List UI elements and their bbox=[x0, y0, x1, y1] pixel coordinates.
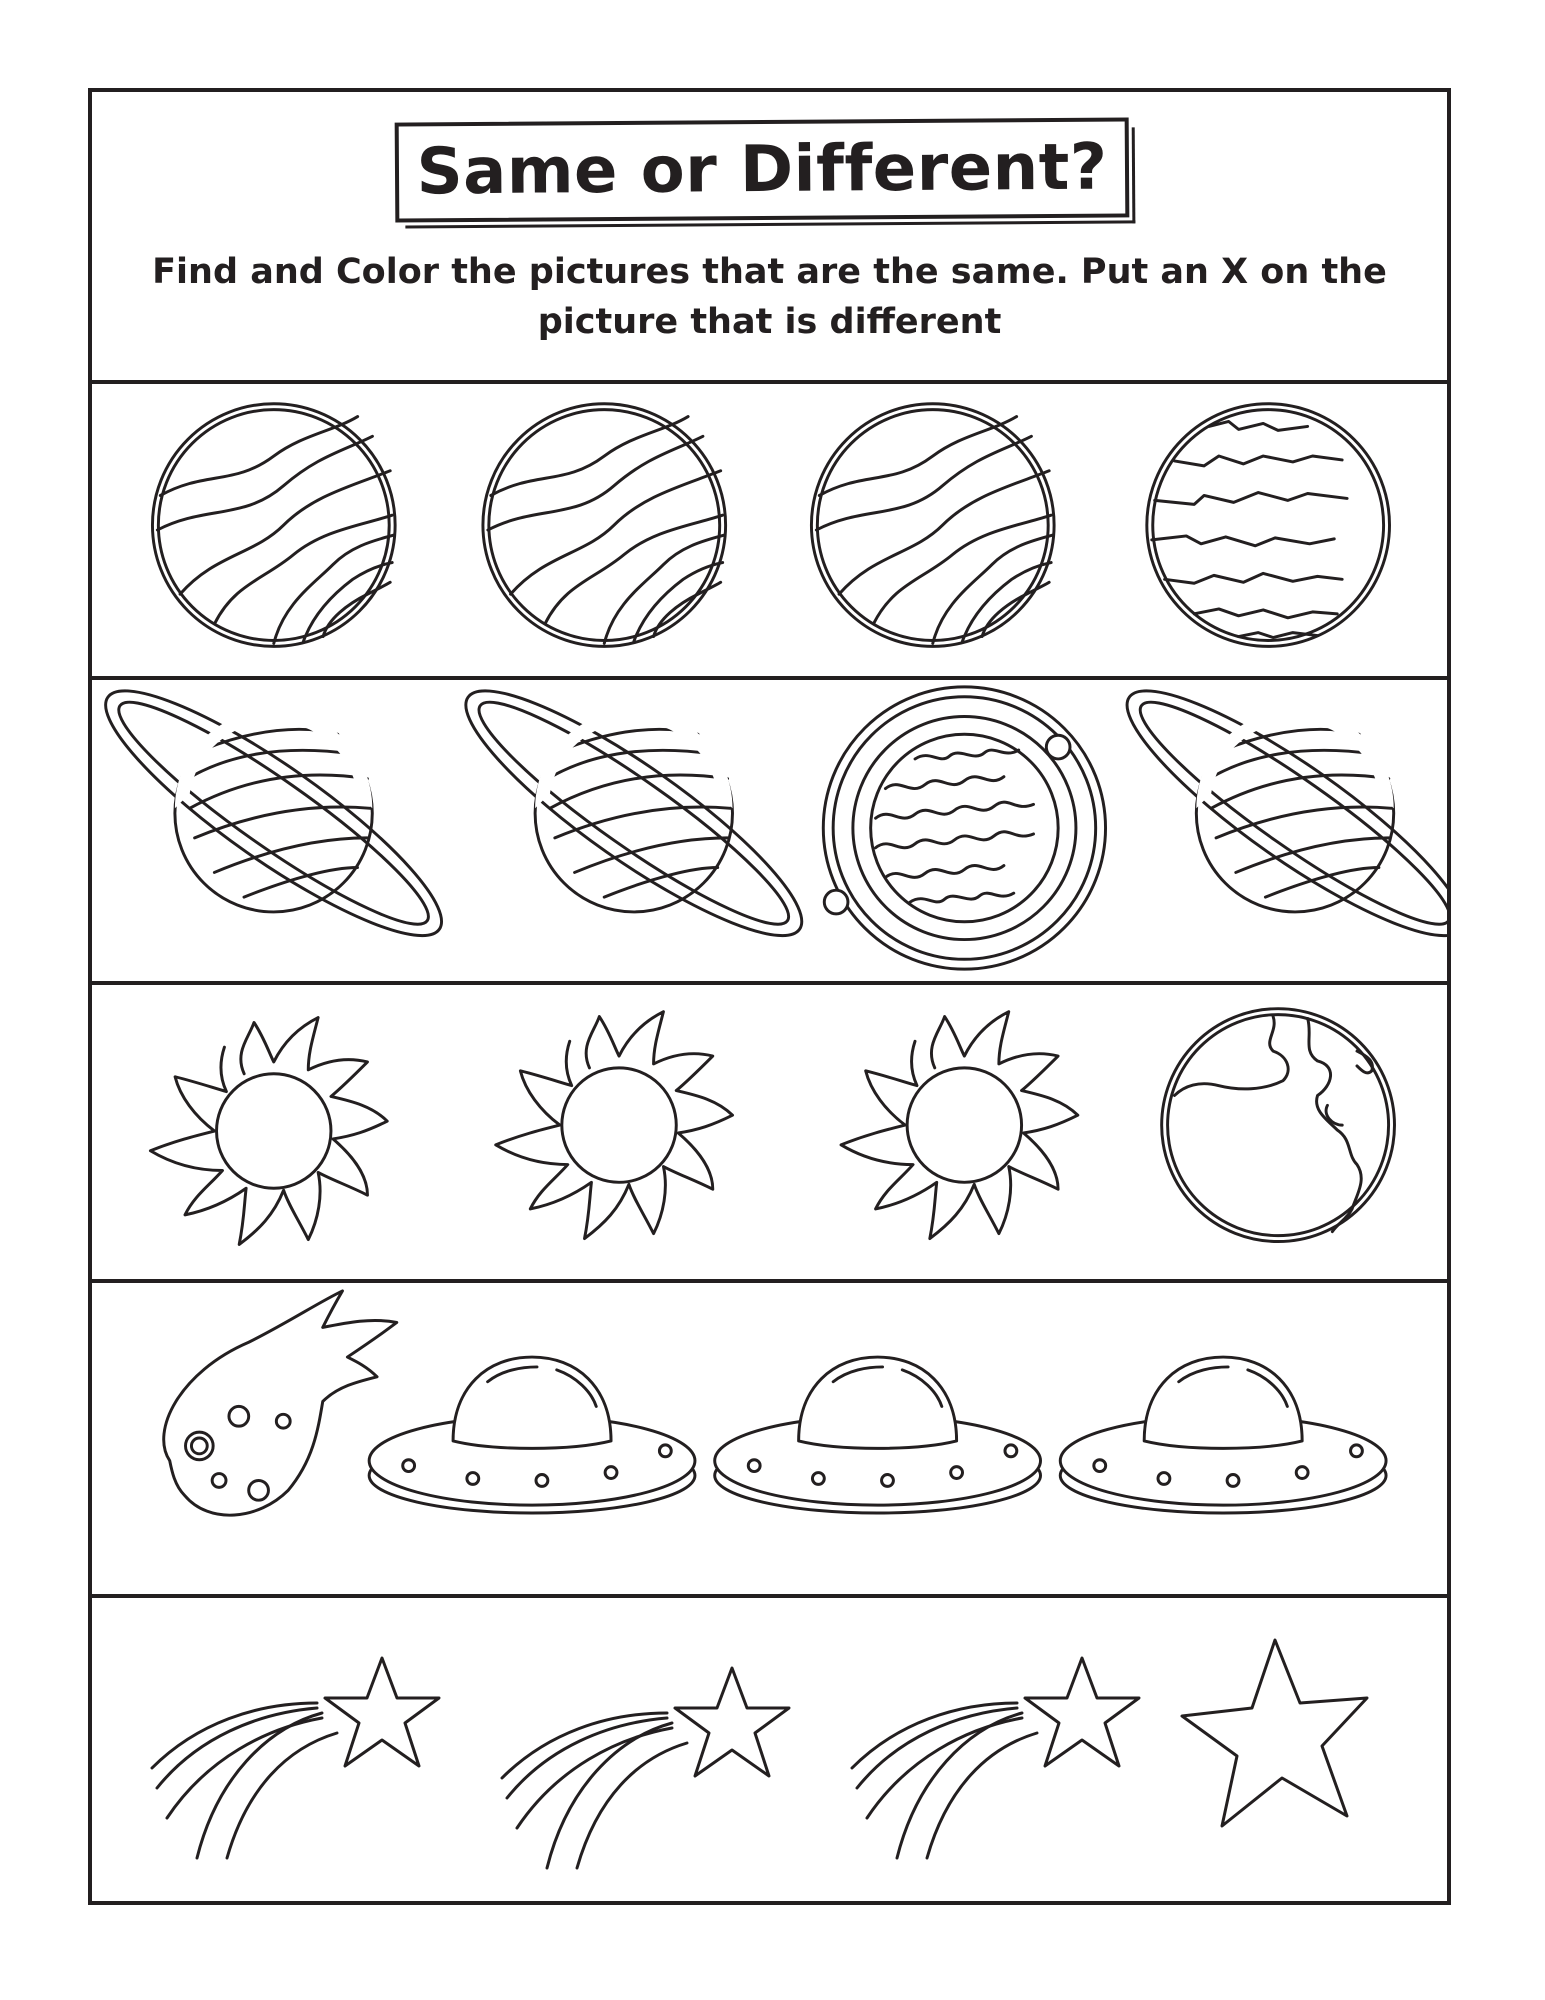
row-ringed-planets bbox=[92, 680, 1447, 985]
shooting-star-icon[interactable] bbox=[852, 1658, 1139, 1858]
orbit-planet-icon[interactable] bbox=[823, 687, 1105, 969]
ringed-planet-icon[interactable] bbox=[1102, 680, 1447, 968]
sun-icon[interactable] bbox=[841, 1012, 1078, 1239]
comet-icon[interactable] bbox=[164, 1291, 397, 1515]
ringed-planet-icon[interactable] bbox=[92, 680, 466, 968]
page-title: Same or Different? bbox=[416, 130, 1108, 210]
ufo-icon[interactable] bbox=[715, 1357, 1041, 1513]
ringed-planet-icon[interactable] bbox=[441, 680, 827, 968]
sun-icon[interactable] bbox=[496, 1012, 733, 1239]
title-box bbox=[395, 117, 1130, 222]
striped-planet-icon[interactable] bbox=[483, 404, 726, 647]
worksheet-frame bbox=[88, 88, 1451, 1905]
row-spaceships bbox=[92, 1283, 1447, 1598]
row-planets bbox=[92, 384, 1447, 680]
shooting-star-icon[interactable] bbox=[152, 1658, 439, 1858]
row-stars bbox=[92, 1598, 1447, 1901]
row-suns bbox=[92, 985, 1447, 1283]
textured-planet-icon[interactable] bbox=[1147, 404, 1390, 647]
striped-planet-icon[interactable] bbox=[152, 404, 395, 647]
instructions-text: Find and Color the pictures that are the same. Put an X on the picture that is different bbox=[152, 252, 1387, 342]
star-icon[interactable] bbox=[1182, 1640, 1367, 1826]
striped-planet-icon[interactable] bbox=[811, 404, 1054, 647]
ufo-icon[interactable] bbox=[1060, 1357, 1386, 1513]
sun-icon[interactable] bbox=[150, 1018, 387, 1245]
earth-icon[interactable] bbox=[1162, 1009, 1395, 1242]
ufo-icon[interactable] bbox=[369, 1357, 695, 1513]
shooting-star-icon[interactable] bbox=[502, 1668, 789, 1868]
worksheet-header bbox=[92, 92, 1447, 384]
